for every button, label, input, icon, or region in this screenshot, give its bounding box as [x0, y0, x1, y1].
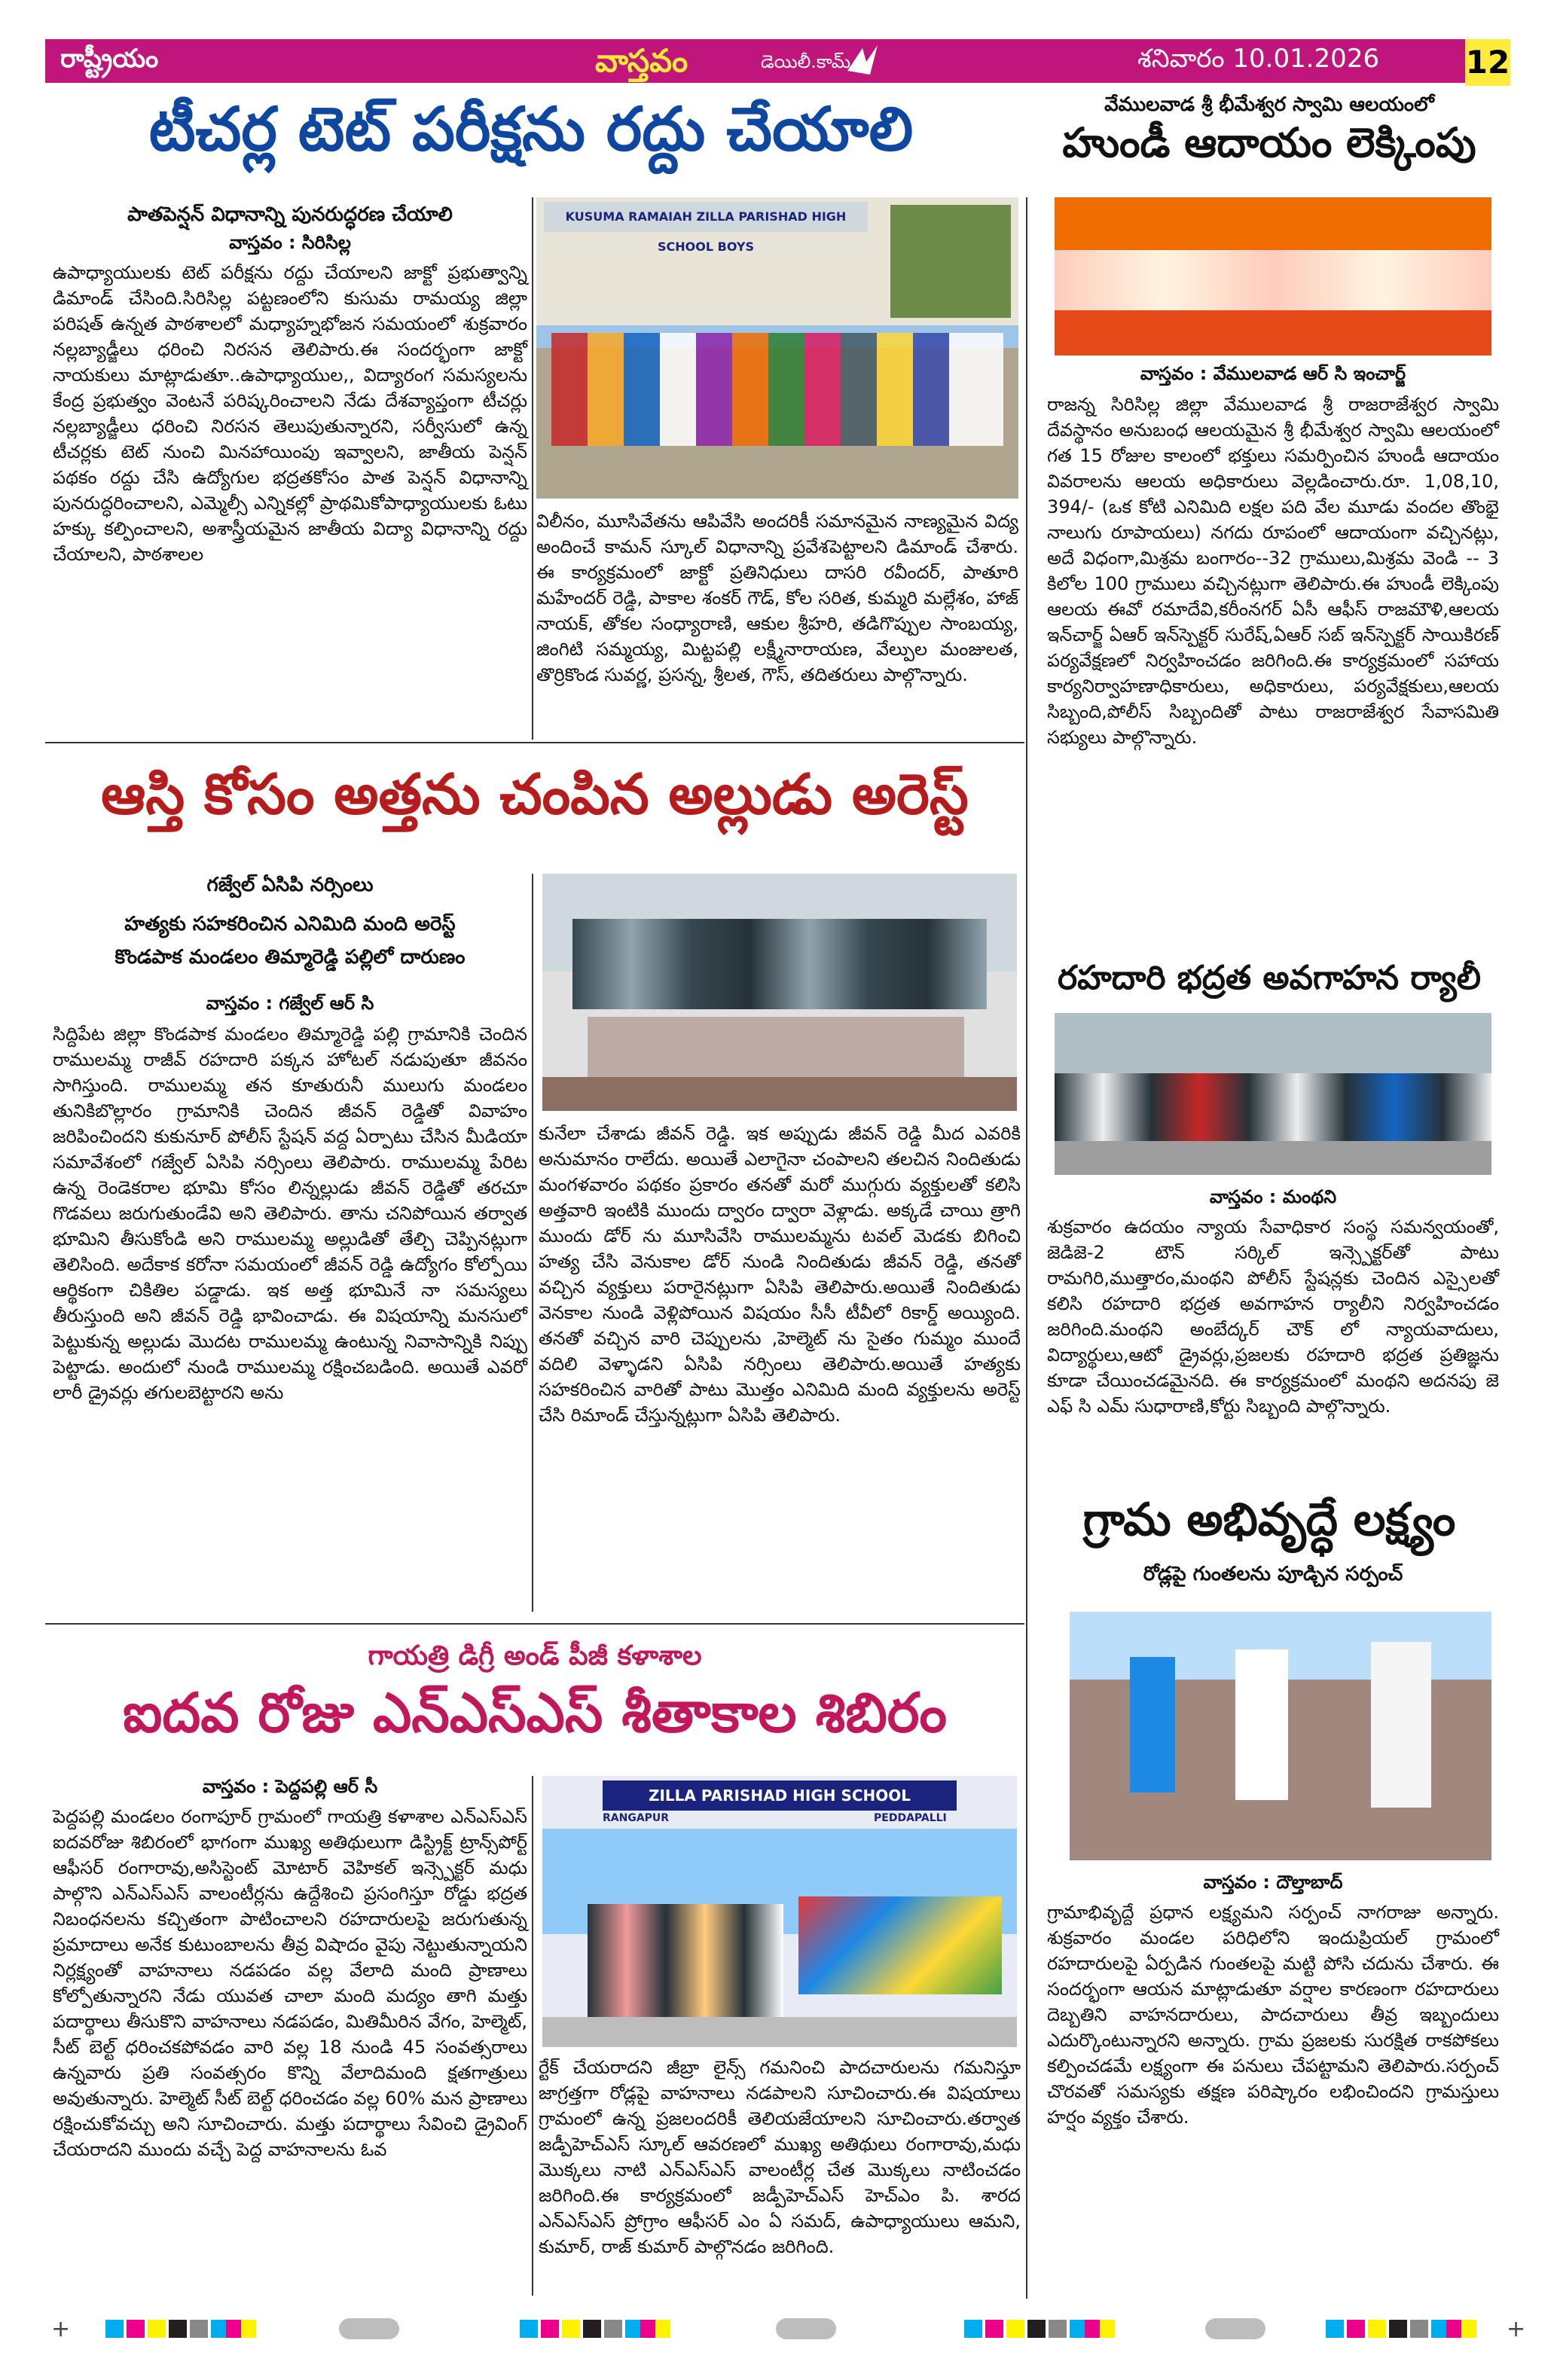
photo-teachers-protest	[536, 197, 1018, 499]
village-body: గ్రామాభివృద్దే ప్రధాన లక్ష్యమని సర్పంచ్ నాగరాజు అన్నారు. శుక్రవారం మండల పరిధిలోని ఇందుప్రియల్ గ్రామంలో రహదారులపై ఏర్పడిన గుంతలపై మట్టి పోసి చదును చేశారు. ఈ సందర్భంగా ఆయన మాట్లాడుతూ వర్షాల కారణంగా రహదారులు దెబ్బతిని వాహనదారులు, పాదచారులు తీవ్ర ఇబ్బందులు ఎదుర్కొంటున్నారని అన్నారు. గ్రామ ప్రజలకు సురక్షిత రాకపోకలు కల్పించడమే లక్ష్యంగా ఈ పనులు చేపట్టామని తెలిపారు.సర్పంచ్ చొరవతో సమస్యకు తక్షణ పరిష్కారం లభించిందని గ్రామస్తులు హర్షం వ్యక్తం చేశారు.	[1047, 1902, 1499, 2128]
arrest-body-col1: సిద్దిపేట జిల్లా కొండపాక మండలం తిమ్మారెడ్డి పల్లి గ్రామానికి చెందిన రాములమ్మ రాజీవ్ రహదారి పక్కన హోటల్ నడుపుతూ జీవనం సాగిస్తుంది. రాములమ్మ తన కూతురునీ ములుగు మండలం తునికిబొల్లారం గ్రామానికి చెందిన జీవన్ రెడ్డితో వివాహం జరిపించిందని కుకునూర్ పోలీస్ స్టేషన్ వద్ద ఏర్పాటు చేసిన మీడియా సమావేశంలో గజ్వేల్ ఏసిపి నర్సింలు తెలిపారు. రాములమ్మ పేరిట ఉన్న రెండెకరాల భూమి కోసం లిన్నల్లుడు జీవన్ రెడ్డితో తరచూ గొడవలు జరుగుతుండేవి అని తెలిపారు. తాను చనిపోయిన తర్వాత భూమిని తీసుకోండి అని రాములమ్మ అల్లుడితో తేల్చి చెప్పినట్లుగా తెలిసింది. అదేకాక కరోనా సమయంలో జీవన్ రెడ్డి ఉద్యోగం కోల్పోయి ఆర్థికంగా చికితిల పడ్డాడు. ఇక అత్త భూమినే నా సమస్యలు తీరుస్తుంది అని జీవన్ రెడ్డి భావించాడు. ఈ విషయాన్ని మనసులో పెట్టుకున్న అల్లుడు మొదట రాములమ్మ ఉంటున్న నివాసాన్నికి నిప్పు పెట్టాడు. అందులో నుండి రాములమ్మ రక్షించబడింది. అయితే ఎవరో లారీ డ్రైవర్లు తగులబెట్టారని అను	[53, 1024, 527, 1403]
section-divider-2	[45, 1623, 1024, 1625]
paper-logo-sub: డెయిలీ.కామ్	[761, 51, 851, 72]
dateline-daulatabad: వాస్తవం : దౌల్తాబాద్	[1203, 1872, 1343, 1893]
zphs-sign-village: RANGAPUR	[603, 1812, 670, 1824]
color-bar-2	[520, 2320, 670, 2338]
section-label: రాష్ట్రీయం	[60, 44, 159, 74]
right-column-divider	[1026, 197, 1027, 2299]
paper-logo: వాస్తవం	[595, 42, 688, 79]
column-divider-2	[532, 874, 533, 1612]
rally-body: శుక్రవారం ఉదయం న్యాయ సేవాధికార సంస్థ సమన్వయంతో, జెడిజె-2 టౌన్ సర్కిల్ ఇన్స్పెక్టర్‌తో పాటు రామగిరి,ముత్తారం,మంథని పోలీస్ స్టేషన్లకు చెందిన ఎస్సైలతో కలిసి రహదారి భద్రత అవగాహన ర్యాలీని నిర్వహించడం జరిగింది.మంథని అంబేద్కర్ చౌక్ లో న్యాయవాదులు, విద్యార్థులు,ఆటో డ్రైవర్లు,ప్రజలకు రహదారి భద్రత ప్రతిజ్ఞను కూడా చేయించడమైనది. ఈ కార్యక్రమంలో మంథని అదనపు జె ఎఫ్ సి ఎమ్ సుధారాణి,కోర్టు సిబ్బంది పాల్గొన్నారు.	[1047, 1216, 1499, 1417]
subhead-pension: పాతపెన్షన్ విధానాన్ని పునరుద్ధరణ చేయాలి	[127, 203, 453, 226]
photo-village-road	[1070, 1612, 1491, 1860]
issue-date: శనివారం 10.01.2026	[1137, 44, 1380, 74]
dateline-vemulawada: వాస్తవం : వేములవాడ ఆర్ సి ఇంచార్జ్	[1140, 363, 1406, 384]
byline-acp: గజ్వేల్ ఏసిపి నర్సింలు	[206, 874, 374, 896]
bird-logo-icon	[844, 41, 881, 81]
photo-arrest-press-meet	[542, 874, 1017, 1111]
photo-rally	[1055, 1013, 1491, 1175]
column-divider	[532, 197, 533, 740]
registration-mark-icon: +	[51, 2316, 71, 2342]
printer-slug	[339, 2318, 399, 2339]
headline-hundi: హుండీ ఆదాయం లెక్కింపు	[1062, 119, 1476, 166]
color-bar-4	[1326, 2320, 1476, 2338]
dateline-manthani: వాస్తవం : మంథని	[1209, 1186, 1337, 1207]
headline-rally: రహదారి భద్రత అవగాహన ర్యాలీ	[1058, 959, 1481, 997]
zphs-sign-town: PEDDAPALLI	[874, 1812, 947, 1824]
photo-nss-camp	[542, 1776, 1017, 2047]
printer-slug-3	[1205, 2318, 1265, 2339]
teachers-body-col1: ఉపాధ్యాయులకు టెట్ పరీక్షను రద్దు చేయాలని జాక్టో ప్రభుత్వాన్ని డిమాండ్ చేసింది.సిరిసిల్ల పట్టణంలోని కుసుమ రామయ్య జిల్లా పరిషత్ ఉన్నత పాఠశాలలో మధ్యాహ్నభోజన సమయంలో శుక్రవారం నల్లబ్యాడ్జీలు ధరించి నిరసన తెలిపారు.ఈ సందర్భంగా జాక్టో నాయకులు మాట్లాడుతూ..ఉపాధ్యాయుల,, విద్యారంగ సమస్యలను కేంద్ర ప్రభుత్వం వెంటనే పరిష్కరించాలని నేడు దేశవ్యాప్తంగా టీచర్లు నల్లబ్యాడ్జీలు ధరించి నిరసన తెలుపుతున్నారని, సర్వీసులో ఉన్న టీచర్లకు టెట్ నుంచి మినహాయింపు ఇవ్వాలని, జాతీయ పెన్షన్ పథకం రద్దు చేసి ఉద్యోగుల భద్రతకోసం పాత పెన్షన్ విధానాన్ని పునరుద్ధరించాలని, ఎమ్మెల్సీ ఎన్నికల్లో ప్రాథమికోపాధ్యాయులకు ఓటు హక్కు కల్పించాలని, అశాస్త్రీయమైన జాతీయ విద్యా విధానాన్ని రద్దు చేయాలని, పాఠశాలల	[53, 262, 527, 565]
dateline-sircilla: వాస్తవం : సిరిసిల్ల	[229, 232, 351, 253]
subhead-kondapaka: కొండపాక మండలం తిమ్మారెడ్డి పల్లిలో దారుణం	[114, 946, 466, 969]
school-sign: KUSUMA RAMAIAH ZILLA PARISHAD HIGH SCHOOL BOYS	[544, 202, 868, 232]
arrest-body-col2: కునేలా చేశాడు జీవన్ రెడ్డి. ఇక అప్పుడు జీవన్ రెడ్డి మీద ఎవరికి అనుమానం రాలేదు. అయితే ఎలాగైనా చంపాలని తలచిన నిందితుడు మంగళవారం పథకం ప్రకారం తనతో మరో ముగ్గురు వ్యక్తులతో కలిసి అత్తవారి ఇంటికి ముందు ద్వారం ద్వారా వెళ్లాడు. అక్కడే చాయి త్రాగి ముందు డోర్ ను మూసివేసి రాములమ్మను టవల్ మెడకు బిగించి హత్య చేసి వెనుకాల డోర్ నుండి నిందితుడు జీవన్ రెడ్డి, తనతో వచ్చిన వ్యక్తులు పరారైనట్లుగా ఏసిపి తెలిపారు.అయితే నిందితుడు వెనకాల నుండి వెళ్లిపోయిన విషయం సీసీ టీవీలో రికార్డ్ అయ్యింది. తనతో వచ్చిన వారి చెప్పులను ,హెల్మెట్ ను సైతం గుమ్మం ముందే వదిలి వెళ్ళాడని ఏసిపి నర్సింలు తెలిపారు.అయితే హత్యకు సహకరించిన వారితో పాటు మొత్తం ఎనిమిది మంది వ్యక్తులను అరెస్ట్ చేసి రిమాండ్ చేస్తున్నట్లుగా ఏసిపి తెలిపారు.	[539, 1123, 1021, 1426]
dateline-peddapalli: వాస్తవం : పెద్దపల్లి ఆర్ సీ	[202, 1776, 378, 1797]
photo-hundi-counting	[1055, 197, 1491, 355]
headline-arrest: ఆస్తి కోసం అత్తను చంపిన అల్లుడు అరెస్ట్	[101, 762, 969, 827]
subhead-sarpanch: రోడ్లపై గుంతలను పూడ్చిన సర్పంచ్	[1143, 1563, 1403, 1585]
teachers-body-col2: విలీనం, మూసివేతను ఆపివేసి అందరికీ సమానమైన నాణ్యమైన విద్య అందించే కామన్ స్కూల్ విధానాన్ని ప్రవేశపెట్టాలని డిమాండ్ చేశారు. ఈ కార్యక్రమంలో జాక్టో ప్రతినిధులు దాసరి రవీందర్, పాతూరి మహేందర్ రెడ్డి, పాకాల శంకర్ గౌడ్, కోల సరిత, కుమ్మరి మల్లేశం, హాజ్ నాయక్, తోకల సంధ్యారాణి, ఆకుల శ్రీహరి, తడిగొప్పుల సాంబయ్య, జింగిటి సమ్మయ్య, మిట్టపల్లి లక్ష్మీనారాయణ, వేల్పుల మంజులత, తొర్రికొండ సువర్ణ, ప్రసన్న, శ్రీలత, గౌస్, తదితరులు పాల్గొన్నారు.	[536, 511, 1018, 685]
headline-village: గ్రామ అభివృద్ధే లక్ష్యం	[1082, 1494, 1456, 1546]
color-bar-3	[964, 2320, 1115, 2338]
zphs-sign: ZILLA PARISHAD HIGH SCHOOL	[603, 1780, 957, 1811]
hundi-body: రాజన్న సిరిసిల్ల జిల్లా వేములవాడ శ్రీ రాజరాజేశ్వర స్వామి దేవస్థానం అనుబంధ ఆలయమైన శ్రీ భీమేశ్వర స్వామి ఆలయంలో గత 15 రోజుల కాలంలో భక్తులు సమర్పించిన హుండీ ఆదాయం వివరాలను ఆలయ అధికారులు వెల్లడించారు.రూ. 1,08,10, 394/- (ఒక కోటి ఎనిమిది లక్షల పది వేల మూడు వందల తొంభై నాలుగు రూపాయలు) నగదు రూపంలో ఆదాయంగా వచ్చినట్లు, అదే విధంగా,మిశ్రమ బంగారం--32 గ్రాములు,మిశ్రమ వెండి -- 3 కిలోల 100 గ్రాములు వచ్చినట్లుగా తెలిపారు.ఈ హుండీ లెక్కింపు ఆలయ ఈవో రమాదేవి,కరీంనగర్ ఏసీ ఆఫీస్ రాజమౌళి,ఆలయ ఇన్‌చార్జ్ ఏఆర్ ఇన్‌స్పెక్టర్ సురేష్,ఏఆర్ సబ్ ఇన్‌స్పెక్టర్ సాయికిరణ్ పర్యవేక్షణలో నిర్వహించడం జరిగింది.ఈ కార్యక్రమంలో సహాయ కార్యనిర్వాహణాధికారులు, అధికారులు, పర్యవేక్షకులు,ఆలయ సిబ్బంది,పోలీస్ సిబ్బందితో పాటు రాజరాజేశ్వర సేవాసమితి సభ్యులు పాల్గొన్నారు.	[1047, 394, 1499, 748]
nss-body-col1: పెద్దపల్లి మండలం రంగాపూర్ గ్రామంలో గాయత్రి కళాశాల ఎన్ఎస్ఎస్ ఐదవరోజు శిబిరంలో భాగంగా ముఖ్య అతిథులుగా డిస్ట్రిక్ట్ ట్రాన్స్‌పోర్ట్ ఆఫీసర్ రంగారావు,అసిస్టెంట్ మోటార్ వెహికల్ ఇన్స్పెక్టర్ మధు పాల్గొని ఎన్ఎస్ఎస్ వాలంటీర్లను ఉద్దేశించి ప్రసంగిస్తూ రోడ్డు భద్రత నిబంధనలను కచ్చితంగా పాటించాలని రహదారులపై జరుగుతున్న ప్రమాదాలు అనేక కుటుంబాలను తీవ్ర విషాదం వైపు నెట్టుతున్నాయని నిర్లక్ష్యంతో వాహనాలు నడపడం వల్ల వేలాది మంది ప్రాణాలు కోల్పోతున్నారని నేడు యువత చాలా మంది మద్యం తాగి మత్తు పదార్థాలు తీసుకొని వాహనాలు నడపడం, మితిమీరిన వేగం, హెల్మెట్, సీట్ బెల్ట్ ధరించకపోవడం వారి వల్ల 18 నుండి 45 సంవత్సరాలు ఉన్నవారు ప్రతి సంవత్సరం కొన్ని వేలాదిమంది క్షతగాత్రులు అవుతున్నారు. హెల్మెట్ సీట్ బెల్ట్ ధరించడం వల్ల 60% మన ప్రాణాలు రక్షించుకోవచ్చు అని సూచించారు. మత్తు పదార్థాలు సేవించి డ్రైవింగ్ చేయరాదని ముందు వచ్చే పెద్ద వాహనాలను ఓవ	[53, 1806, 527, 2160]
column-divider-3	[532, 1776, 533, 2296]
section-divider	[45, 742, 1024, 743]
nss-body-col2: ర్టేక్ చేయరాదని జీబ్రా లైన్స్ గమనించి పాదచారులను గమనిస్తూ జాగ్రత్తగా రోడ్లపై వాహనాలు నడపాలని సూచించారు.ఈ విషయాలు గ్రామంలో ఉన్న ప్రజలందరికీ తెలియజేయాలని సూచించారు.తర్వాత జడ్పీహెచ్ఎస్ స్కూల్ ఆవరణలో ముఖ్య అతిథులు రంగారావు,మధు మొక్కలు నాటి ఎన్ఎస్ఎస్ వాలంటీర్ల చేత మొక్కలు నాటించడం జరిగింది.ఈ కార్యక్రమంలో జడ్పీహెచ్ఎస్ హెచ్ఎం పి. శారద ఎన్ఎస్ఎస్ ప్రోగ్రాం ఆఫీసర్ ఎం ఏ సమద్, ఉపాధ్యాయులు ఆమని, కుమార్, రాజ్ కుమార్ పాల్గొనడం జరిగింది.	[539, 2057, 1021, 2257]
kicker-gayatri-college: గాయత్రి డిగ్రీ అండ్ పీజీ కళాశాల	[368, 1640, 702, 1671]
headline-teachers: టీచర్ల టెట్ పరీక్షను రద్దు చేయాలి	[148, 94, 914, 164]
registration-mark-icon-2: +	[1507, 2316, 1526, 2342]
page-number: 12	[1465, 39, 1510, 86]
kicker-vemulawada: వేములవాడ శ్రీ భీమేశ్వర స్వామి ఆలయంలో	[1104, 93, 1434, 116]
headline-nss: ఐదవ రోజు ఎన్ఎస్ఎస్ శీతాకాల శిబిరం	[123, 1681, 947, 1744]
color-bar	[105, 2320, 256, 2338]
printer-slug-2	[776, 2318, 836, 2339]
subhead-eight-arrested: హత్యకు సహకరించిన ఎనిమిది మంది అరెస్ట్	[124, 913, 456, 935]
dateline-gajwel: వాస్తవం : గజ్వేల్ ఆర్ సి	[206, 993, 374, 1014]
